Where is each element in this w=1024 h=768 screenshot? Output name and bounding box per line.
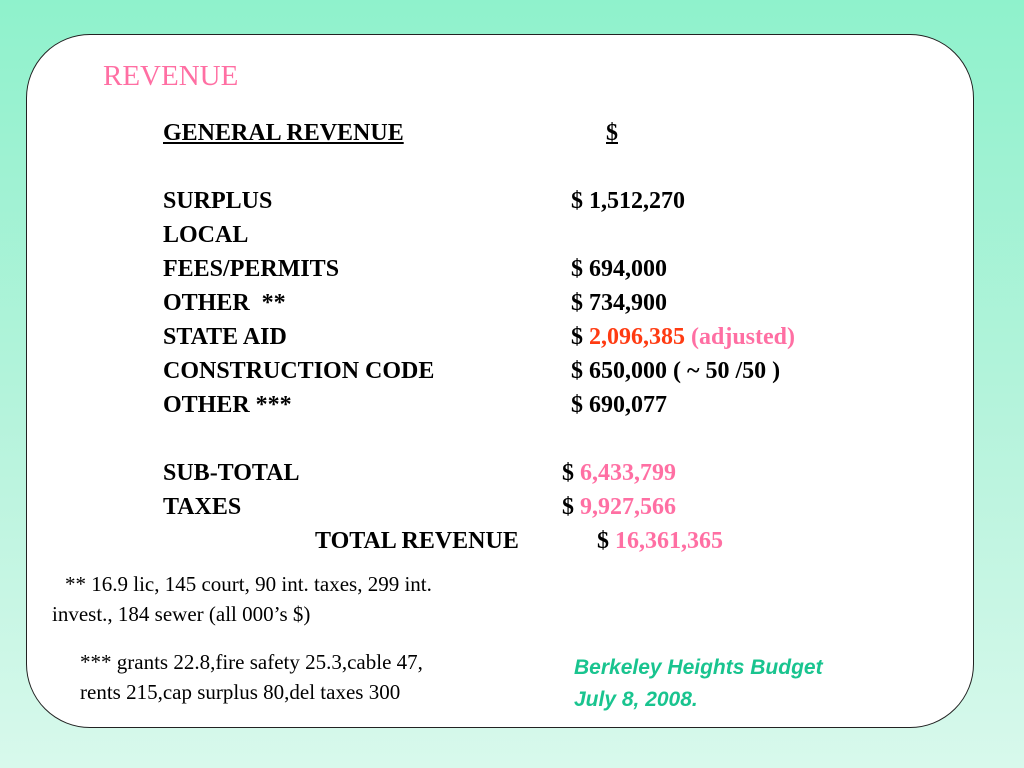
slide-title: REVENUE	[103, 60, 239, 92]
row-construction-code-label: CONSTRUCTION CODE	[163, 358, 435, 384]
dollar-sign: $	[571, 290, 583, 316]
source-line2: July 8, 2008.	[574, 688, 698, 711]
row-surplus-label: SURPLUS	[163, 188, 273, 214]
amount-value: 650,000	[589, 358, 667, 384]
total-revenue-label: TOTAL REVENUE	[315, 528, 519, 554]
dollar-sign: $	[571, 392, 583, 418]
dollar-sign: $	[571, 256, 583, 282]
row-other-triple-star-amount	[571, 392, 667, 419]
dollar-sign: $	[571, 188, 583, 214]
row-fees-permits-label: FEES/PERMITS	[163, 256, 340, 282]
row-other-double-star-amount	[571, 290, 667, 317]
amount-value: 1,512,270	[589, 188, 685, 214]
row-state-aid-amount	[571, 324, 795, 351]
amount-value: 2,096,385	[589, 324, 685, 350]
row-local-label: LOCAL	[163, 222, 249, 248]
split-note: ( ~ 50 /50 )	[673, 358, 781, 384]
row-fees-permits-amount	[571, 256, 667, 283]
dollar-sign: $	[597, 528, 609, 554]
dollar-sign: $	[571, 324, 583, 350]
dollar-sign: $	[571, 358, 583, 384]
adjusted-note: (adjusted)	[691, 324, 796, 350]
row-construction-code-amount	[571, 358, 780, 385]
row-other-double-star-label: OTHER **	[163, 290, 286, 316]
source-line1: Berkeley Heights Budget	[574, 656, 823, 679]
amount-value: 16,361,365	[615, 528, 723, 554]
footnote-triple-star-line1: *** grants 22.8,fire safety 25.3,cable 47,	[80, 650, 423, 674]
amount-value: 6,433,799	[580, 460, 676, 486]
dollar-column-heading: $	[606, 120, 618, 146]
row-state-aid-label: STATE AID	[163, 324, 287, 350]
general-revenue-heading: GENERAL REVENUE	[163, 120, 404, 146]
footnote-double-star-line1: ** 16.9 lic, 145 court, 90 int. taxes, 299 int.	[65, 572, 432, 596]
amount-value: 9,927,566	[580, 494, 676, 520]
footnote-double-star-line2: invest., 184 sewer (all 000’s $)	[52, 602, 311, 626]
footnote-triple-star-line2: rents 215,cap surplus 80,del taxes 300	[80, 680, 401, 704]
dollar-sign: $	[562, 494, 574, 520]
taxes-amount	[562, 494, 676, 521]
subtotal-amount	[562, 460, 676, 487]
total-revenue-amount	[597, 528, 723, 555]
subtotal-label: SUB-TOTAL	[163, 460, 300, 486]
amount-value: 734,900	[589, 290, 667, 316]
dollar-sign: $	[562, 460, 574, 486]
row-surplus-amount	[571, 188, 685, 215]
taxes-label: TAXES	[163, 494, 242, 520]
amount-value: 694,000	[589, 256, 667, 282]
amount-value: 690,077	[589, 392, 667, 418]
row-other-triple-star-label: OTHER ***	[163, 392, 292, 418]
